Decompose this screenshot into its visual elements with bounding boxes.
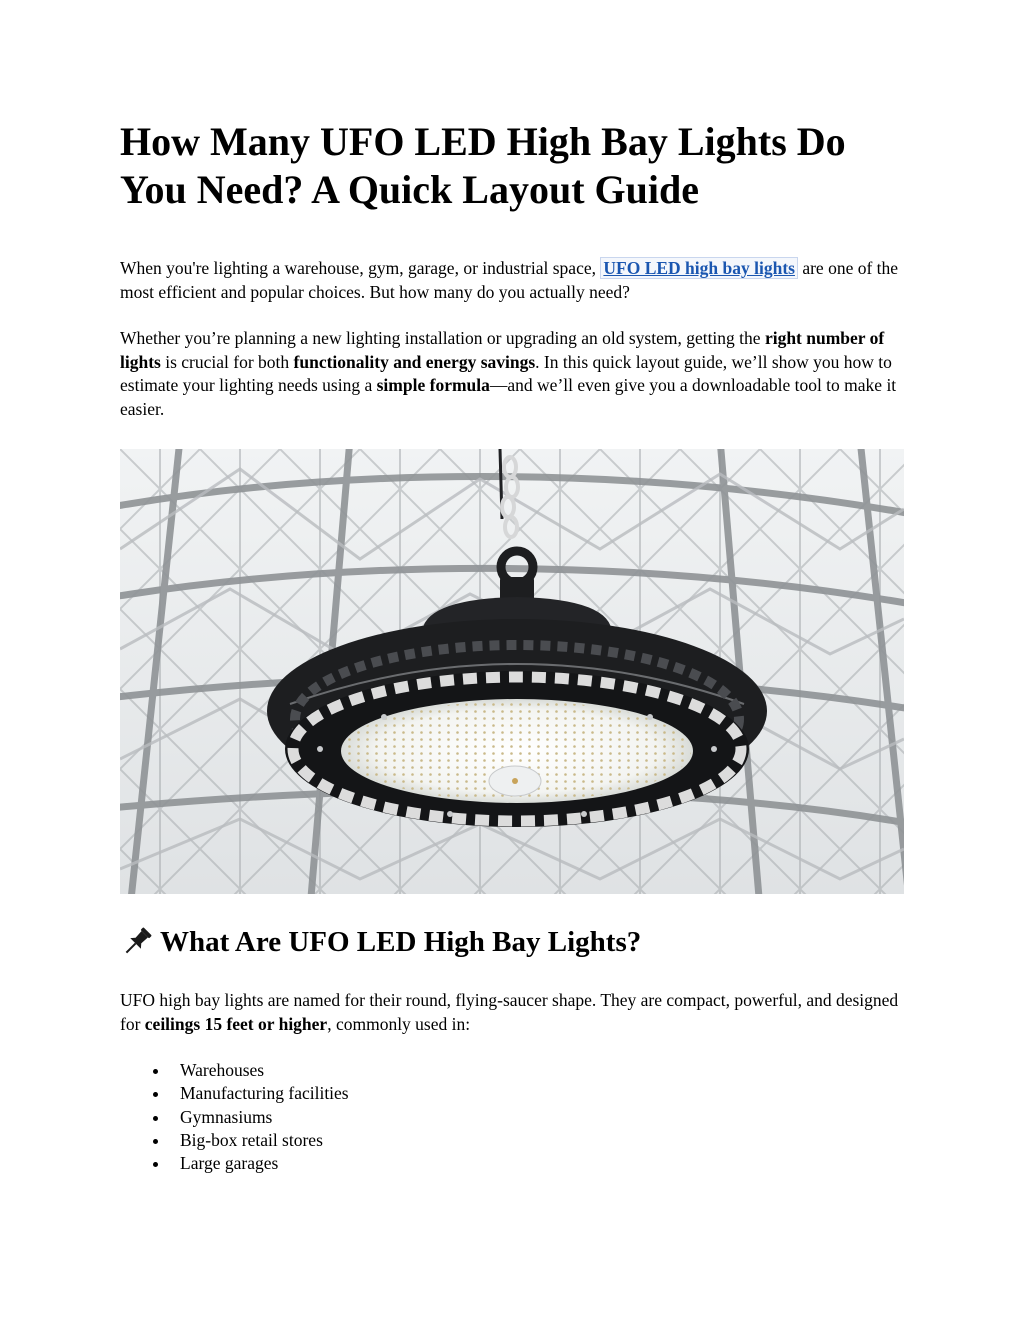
section-heading — [120, 924, 910, 960]
list-item: Warehouses — [180, 1059, 910, 1082]
intro2-text-1: Whether you’re planning a new lighting installation or upgrading an old system, getting the — [120, 328, 765, 348]
uses-list — [120, 1059, 910, 1175]
section-bold-1: ceilings 15 feet or higher — [144, 1013, 328, 1034]
section-text-2: , commonly used in: — [327, 1013, 471, 1034]
list-item: Big-box retail stores — [180, 1129, 910, 1152]
intro2-text-4: —and we’ll even give you a downloadable tool to make it easier. — [120, 375, 897, 419]
section-paragraph — [120, 989, 910, 1036]
intro-paragraph-2 — [120, 327, 910, 421]
intro2-bold-2: functionality and energy savings — [293, 351, 536, 372]
ufo-high-bay-link[interactable]: UFO LED high bay lights — [600, 257, 798, 279]
list-item: Manufacturing facilities — [180, 1082, 910, 1105]
intro-text-before: When you're lighting a warehouse, gym, garage, or industrial space, — [120, 258, 601, 278]
intro2-text-2: is crucial for both — [160, 351, 294, 372]
intro-paragraph — [120, 257, 910, 304]
article — [120, 118, 910, 1175]
pushpin-icon — [120, 925, 154, 959]
list-item: Large garages — [180, 1152, 910, 1175]
section-heading-text: What Are UFO LED High Bay Lights? — [160, 926, 642, 958]
section-text-1: UFO high bay lights are named for their round, flying-saucer shape. They are compact, powerful, and designed for — [120, 990, 899, 1034]
intro2-text-3: . In this quick layout guide, we’ll show you how to estimate your lighting needs using a — [120, 351, 892, 395]
intro-text-after: are one of the most efficient and popular choices. But how many do you actually need? — [120, 258, 899, 302]
ufo-high-bay-light-photo — [120, 449, 904, 894]
page-title: How Many UFO LED High Bay Lights Do You Need? A Quick Layout Guide — [120, 119, 846, 212]
list-item: Gymnasiums — [180, 1106, 910, 1129]
intro2-bold-1: right number of lights — [120, 328, 885, 372]
intro2-bold-3: simple formula — [376, 375, 490, 395]
